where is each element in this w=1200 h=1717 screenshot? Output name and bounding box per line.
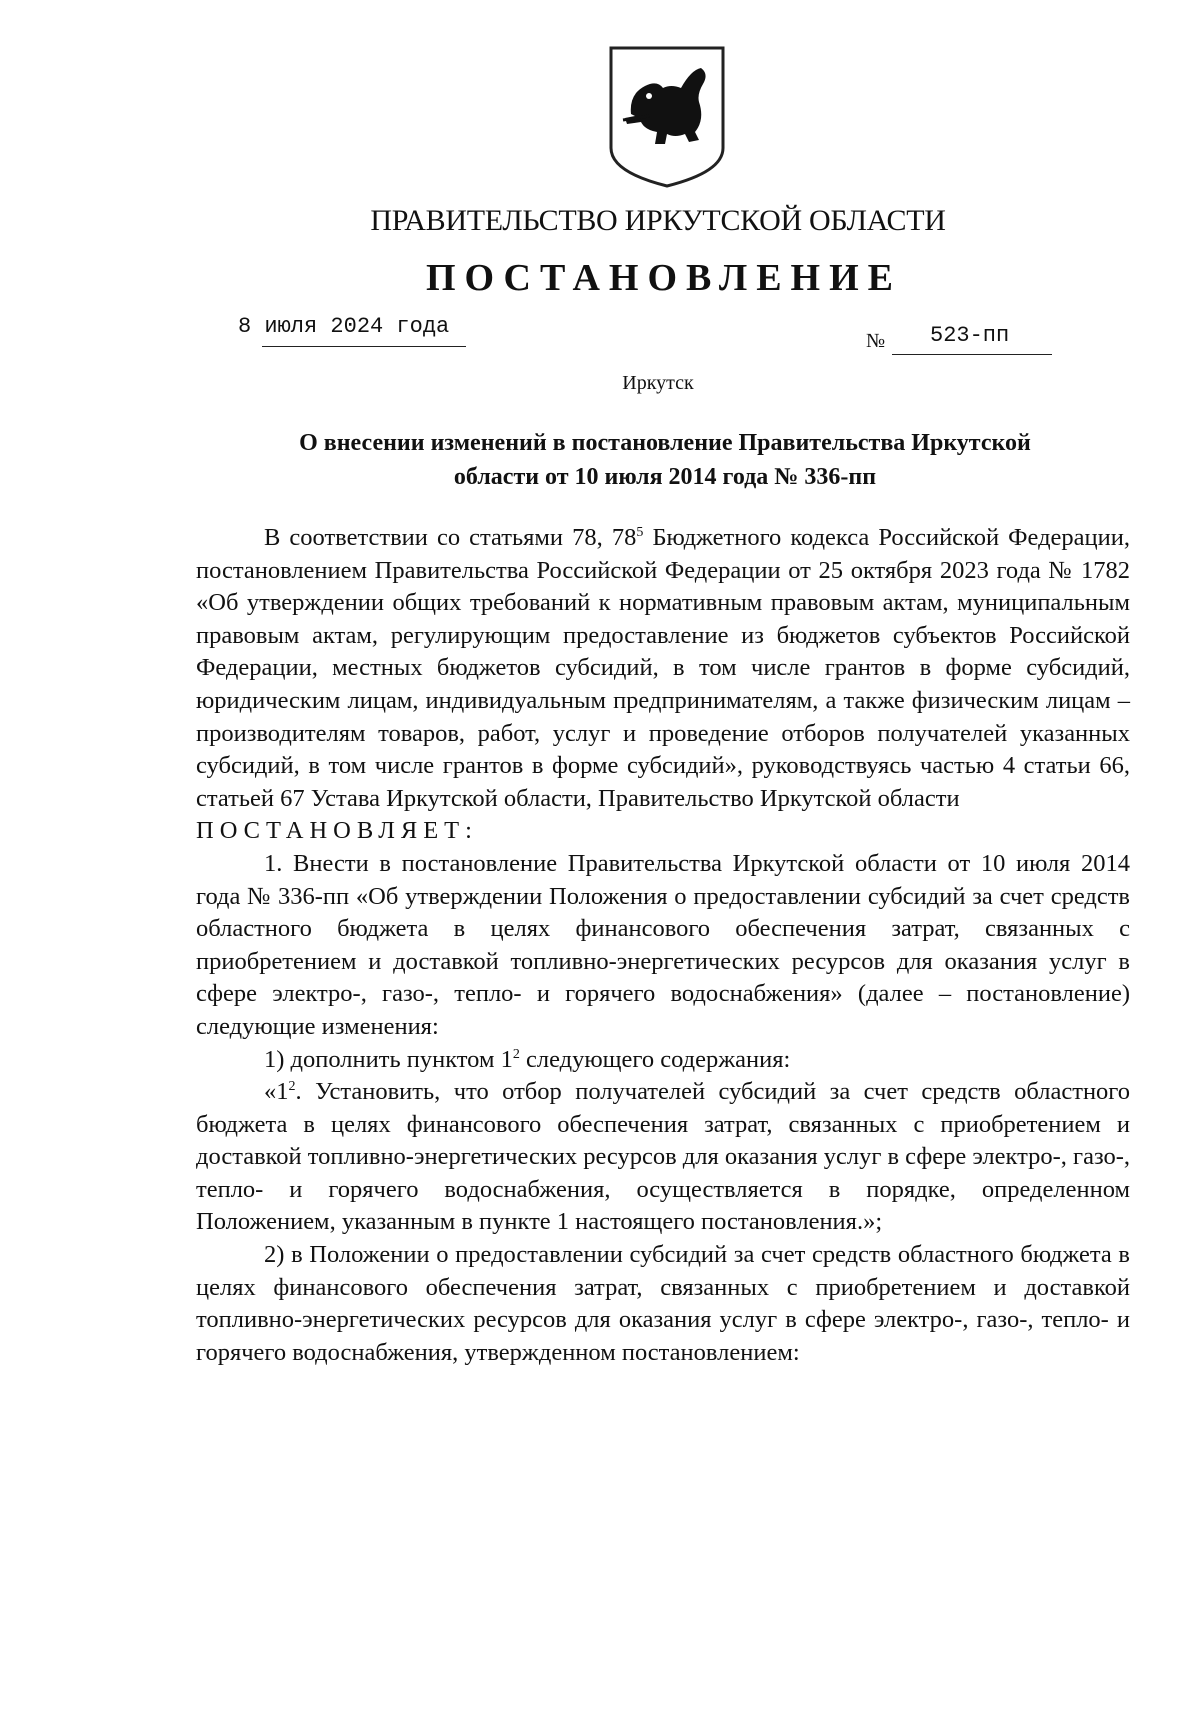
document-body bbox=[196, 522, 1130, 1369]
date-underline bbox=[262, 346, 466, 347]
title-line-2: области от 10 июля 2014 года № 336-пп bbox=[453, 464, 877, 490]
quoted-point-start: «1 bbox=[264, 1078, 289, 1106]
subitem-1-text-rest: следующего содержания: bbox=[519, 1045, 791, 1073]
subitem-1-paragraph bbox=[196, 1044, 1130, 1077]
number-underline bbox=[892, 354, 1052, 355]
document-type: ПОСТАНОВЛЕНИЕ bbox=[425, 257, 903, 299]
document-date: 8 июля 2024 года bbox=[238, 314, 450, 339]
item-1-paragraph: 1. Внести в постановление Правительства Иркутской области от 10 июля 2014 года № 336-пп «Об утверждении Положения о предоставлении субсидий за счет средств областного бюджета в целях финансового обеспечения затрат, связанных с приобретением и доставкой топливно-энергетических ресурсов для оказания услуг в сфере электро-, газо-, тепло- и горячего водоснабжения» (далее – постановление) следующие изменения: bbox=[196, 849, 1130, 1040]
decree-word: ПОСТАНОВЛЯЕТ: bbox=[196, 817, 478, 845]
preamble-text-start: В соответствии со статьями 78, 78 bbox=[264, 524, 637, 551]
number-sign: № bbox=[866, 330, 886, 352]
coat-of-arms-icon bbox=[605, 44, 729, 190]
subitem-2-paragraph: 2) в Положении о предоставлении субсидий за счет средств областного бюджета в целях финансового обеспечения затрат, связанных с приобретением и доставкой топливно-энергетических ресурсов для оказания услуг в сфере электро-, газо-, тепло- и горячего водоснабжения, утвержденном постановлением: bbox=[196, 1241, 1130, 1366]
quoted-point-superscript: 2 bbox=[288, 1079, 296, 1095]
title-line-1: О внесении изменений в постановление Правительства Иркутской bbox=[299, 430, 1031, 456]
document-number: 523-пп bbox=[930, 323, 1010, 348]
preamble-superscript: 5 bbox=[636, 525, 644, 540]
quoted-point-rest: . Установить, что отбор получателей субсидий за счет средств областного бюджета в целях финансового обеспечения затрат, связанных с приобретением и доставкой топливно-энергетических ресурсов для оказания услуг в сфере электро-, газо-, тепло- и горячего водоснабжения, осуществляется в порядке, определенном Положением, указанным в пункте 1 настоящего постановления.»; bbox=[196, 1078, 1131, 1236]
organization-name: ПРАВИТЕЛЬСТВО ИРКУТСКОЙ ОБЛАСТИ bbox=[370, 204, 946, 237]
preamble-paragraph bbox=[196, 522, 1130, 815]
city-name: Иркутск bbox=[622, 372, 694, 394]
quoted-point-paragraph bbox=[196, 1076, 1130, 1239]
subitem-1-text-start: 1) дополнить пунктом 1 bbox=[264, 1045, 513, 1073]
subitem-1-superscript: 2 bbox=[512, 1046, 520, 1062]
preamble-text-rest: Бюджетного кодекса Российской Федерации, постановлением Правительства Российской Федерации от 25 октября 2023 года № 1782 «Об утверждении общих требований к нормативным правовым актам, муниципальным правовым актам, регулирующим предоставление из бюджетов субъектов Российской Федерации, местных бюджетов субсидий, в том числе грантов в форме субсидий, юридическим лицам, индивидуальным предпринимателям, а также физическим лицам – производителям товаров, работ, услуг и проведение отборов получателей указанных субсидий, в том числе грантов в форме субсидий», руководствуясь частью 4 статьи 66, статьей 67 Устава Иркутской области, Правительство Иркутской области bbox=[196, 524, 1130, 812]
document-title bbox=[220, 426, 1110, 494]
